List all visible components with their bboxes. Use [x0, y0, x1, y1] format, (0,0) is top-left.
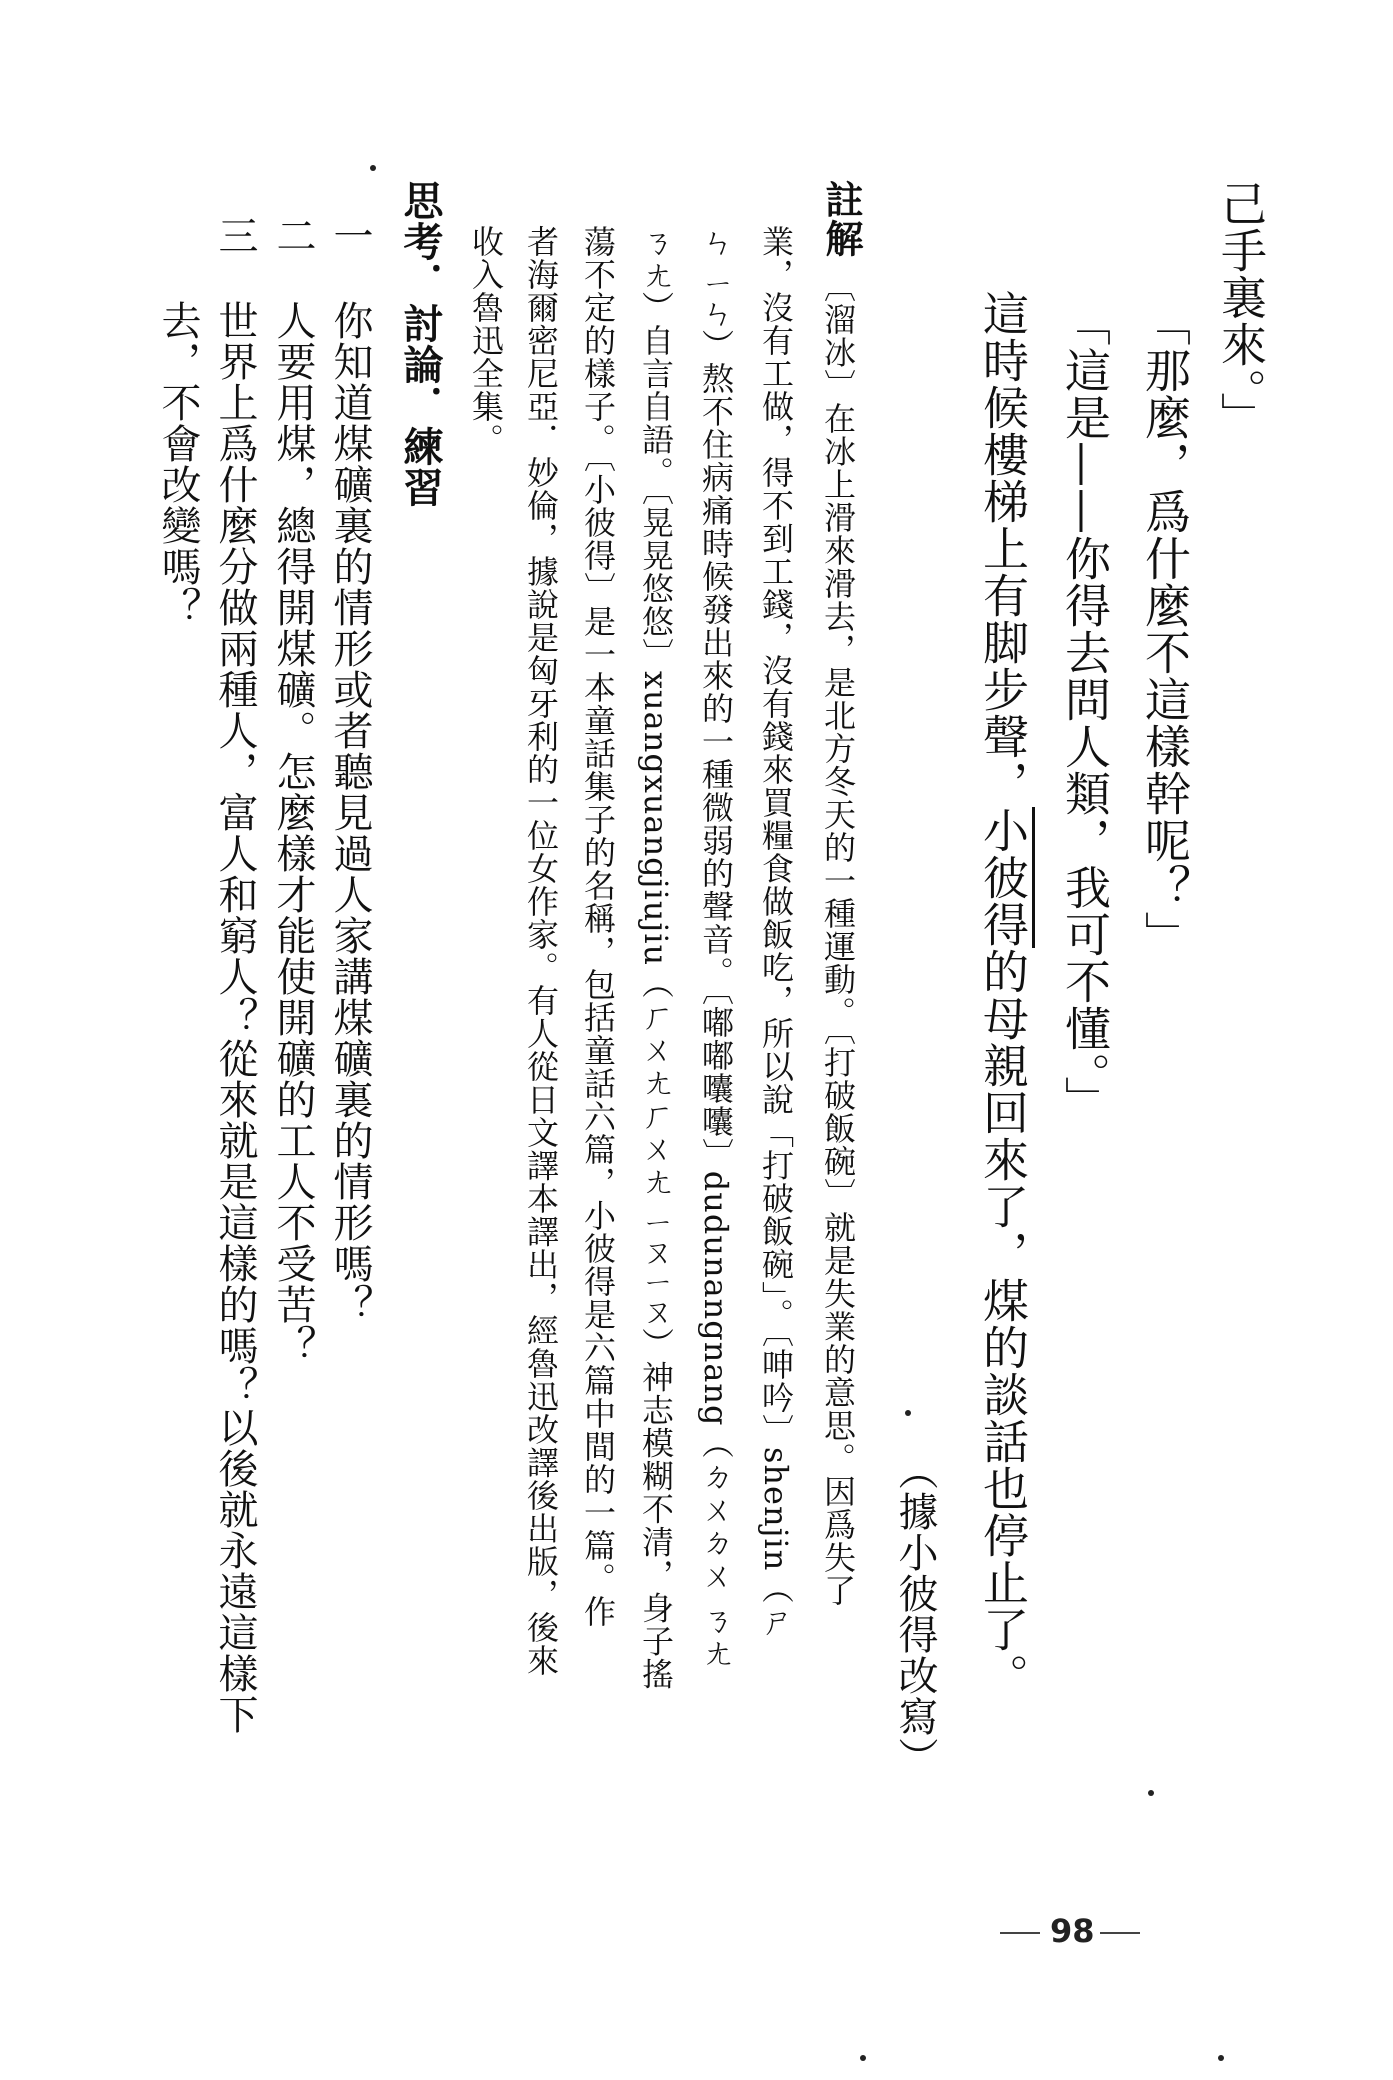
note-line-7: 收入魯迅全集。	[467, 225, 505, 456]
page-number-dash-left	[1000, 1932, 1040, 1934]
note-line-6: 者海爾密尼亞．妙倫，據說是匈牙利的一位女作家。有人從日文譯本譯出，經魯迅改譯後出版，後來	[522, 225, 560, 1677]
print-speck	[1218, 2055, 1224, 2061]
exercise-item-2: 人要用煤，總得開煤礦。怎麼樣才能使開礦的工人不受苦？	[270, 300, 316, 1366]
exercises-heading: 思考．討論．練習	[397, 180, 444, 508]
source-attribution: （據小彼得改寫）	[892, 1450, 938, 1778]
exercise-item-1: 你知道煤礦裏的情形或者聽見過人家講煤礦裏的情形嗎？	[327, 300, 373, 1325]
story-line-3: 「這是——你得去問人類，我可不懂。」	[1058, 300, 1112, 1123]
story-line-2: 「那麼，爲什麼不這樣幹呢？」	[1138, 300, 1192, 958]
note-line-1: 〔溜冰〕在冰上滑來滑去，是北方冬天的一種運動。〔打破飯碗〕就是失業的意思。因爲失了	[819, 270, 857, 1607]
story-line-4	[976, 290, 1030, 1700]
page-number: 98	[1050, 1912, 1095, 1950]
exercise-number-2: 二	[270, 215, 316, 256]
note-line-2: 業，沒有工做，得不到工錢，沒有錢來買糧食做飯吃，所以說「打破飯碗」。〔呻吟〕shenjin（ㄕ	[757, 225, 795, 1638]
print-speck	[860, 2055, 866, 2061]
print-speck	[905, 1410, 911, 1416]
print-speck	[1148, 1790, 1154, 1796]
exercise-number-1: 一	[327, 215, 373, 256]
exercise-item-3-continued: 去，不會改變嗎？	[155, 300, 201, 628]
print-speck	[370, 165, 376, 171]
story-line-1: 己手裏來。」	[1214, 180, 1268, 439]
notes-heading: 註解	[819, 180, 864, 258]
exercise-number-3: 三	[212, 215, 258, 256]
page-number-dash-right	[1100, 1932, 1140, 1934]
story-line-4-end: 的母親回來了，煤的談話也停止了。	[976, 948, 1030, 1700]
note-line-5: 蕩不定的樣子。〔小彼得〕是一本童話集子的名稱，包括童話六篇，小彼得是六篇中間的一篇。作	[579, 225, 617, 1628]
note-line-4: ㄋㄤ）自言自語。〔晃晃悠悠〕xuangxuangjiujiu（ㄏㄨㄤㄏㄨㄤ ㄧㄡㄧㄡ）神志模糊不清，身子搖	[637, 225, 675, 1691]
story-line-4-start: 這時候樓梯上有脚步聲，	[976, 290, 1030, 807]
proper-noun-little-peter: 小彼得	[976, 807, 1035, 948]
exercise-item-3: 世界上爲什麼分做兩種人，富人和窮人？從來就是這樣的嗎？以後就永遠這樣下	[212, 300, 258, 1735]
note-line-3: ㄣ ㄧㄣ）熬不住病痛時候發出來的一種微弱的聲音。〔嘟嘟囔囔〕dudunangnang（ㄉㄨㄉㄨ ㄋㄤ	[697, 225, 735, 1669]
